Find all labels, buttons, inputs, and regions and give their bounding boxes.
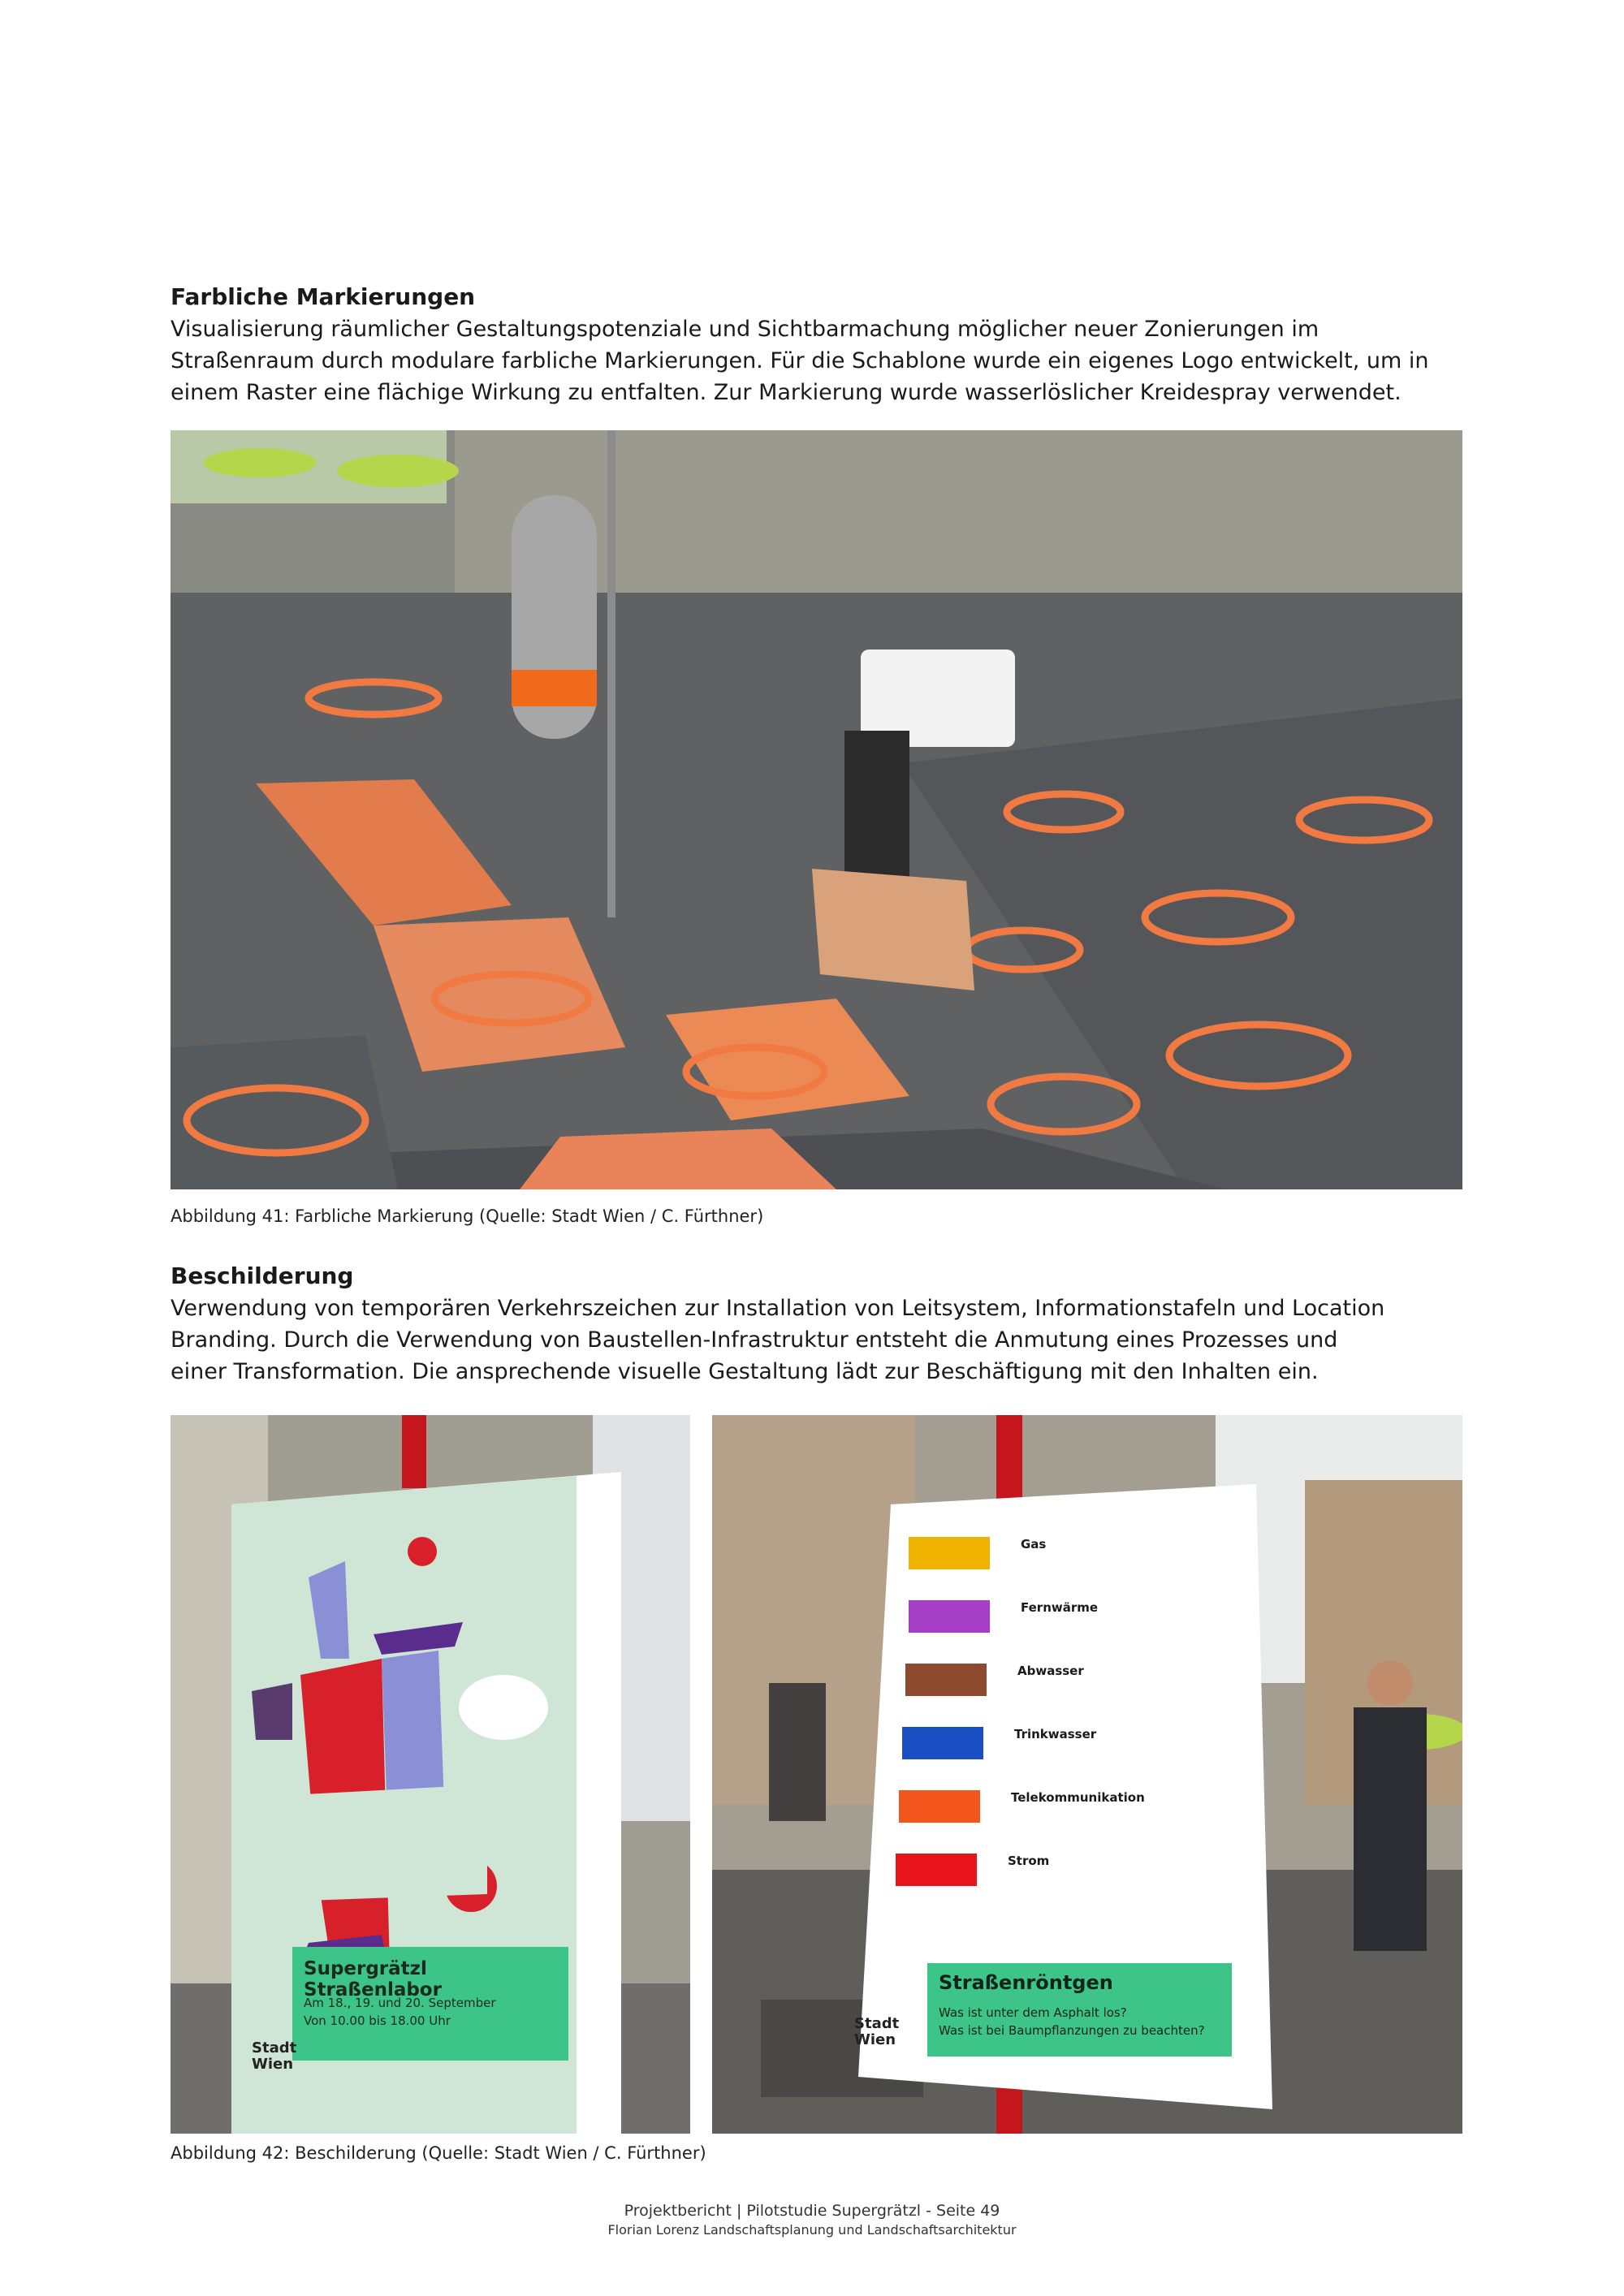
figure-caption: Abbildung 41: Farbliche Markierung (Quelle: Stadt Wien / C. Fürthner)	[171, 1206, 764, 1226]
utility-row	[899, 1854, 1232, 1917]
utility-label: Fernwärme	[1021, 1600, 1099, 1615]
utility-row	[899, 1790, 1232, 1854]
utility-label: Trinkwasser	[1014, 1727, 1097, 1741]
paragraph-line: einem Raster eine flächige Wirkung zu entfalten. Zur Markierung wurde wasserlöslicher Kreidespray verwendet.	[171, 380, 1402, 405]
logo-line: Wien	[252, 2056, 294, 2073]
utility-label: Strom	[1008, 1854, 1050, 1868]
board-title: Straßenröntgen	[939, 1971, 1113, 1994]
utility-label: Abwasser	[1017, 1664, 1084, 1678]
board-title-box	[927, 1963, 1232, 2056]
poster-time: Von 10.00 bis 18.00 Uhr	[304, 2013, 451, 2028]
photo-street-marking	[171, 430, 1462, 1189]
board-question: Was ist bei Baumpflanzungen zu beachten?	[939, 2023, 1205, 2038]
paragraph-line: einer Transformation. Die ansprechende visuelle Gestaltung lädt zur Beschäftigung mit den Inhalten ein.	[171, 1359, 1319, 1384]
paragraph-line: Visualisierung räumlicher Gestaltungspotenziale und Sichtbarmachung möglicher neuer Zonierungen im	[171, 317, 1320, 342]
utility-color-swatch	[899, 1790, 980, 1823]
utility-label: Gas	[1021, 1537, 1047, 1552]
section-beschilderung	[171, 1260, 1470, 1388]
footer-line: Florian Lorenz Landschaftsplanung und Landschaftsarchitektur	[607, 2222, 1017, 2238]
photo-event-poster	[171, 1415, 690, 2134]
utility-row	[899, 1537, 1232, 1600]
utility-label: Telekommunikation	[1011, 1790, 1145, 1805]
section-farbliche-markierungen	[171, 281, 1470, 408]
utility-row	[899, 1727, 1232, 1790]
poster-title: Supergrätzl Straßenlabor	[304, 1958, 442, 2000]
figure-caption: Abbildung 42: Beschilderung (Quelle: Stadt Wien / C. Fürthner)	[171, 2143, 706, 2163]
utility-color-swatch	[909, 1600, 990, 1633]
utility-list	[899, 1537, 1232, 1917]
photo-info-board	[712, 1415, 1462, 2134]
section-heading: Beschilderung	[171, 1262, 354, 1289]
paragraph-line: Branding. Durch die Verwendung von Baustellen-Infrastruktur entsteht die Anmutung eines Prozesses und	[171, 1327, 1338, 1353]
utility-row	[899, 1664, 1232, 1727]
utility-color-swatch	[902, 1727, 983, 1759]
footer-line: Projektbericht | Pilotstudie Supergrätzl - Seite 49	[624, 2202, 1000, 2220]
section-heading: Farbliche Markierungen	[171, 283, 476, 310]
logo-line: Wien	[854, 2031, 896, 2048]
logo-line: Stadt	[854, 2015, 900, 2032]
utility-color-swatch	[905, 1664, 987, 1696]
page-footer	[0, 2200, 1624, 2239]
stadt-wien-logo	[252, 2040, 296, 2073]
paragraph-line: Straßenraum durch modulare farbliche Markierungen. Für die Schablone wurde ein eigenes Logo entwickelt, um in	[171, 348, 1429, 373]
utility-color-swatch	[896, 1854, 977, 1886]
stadt-wien-logo	[854, 2016, 899, 2048]
poster-date: Am 18., 19. und 20. September	[304, 1996, 496, 2010]
board-question: Was ist unter dem Asphalt los?	[939, 2005, 1127, 2020]
utility-row	[899, 1600, 1232, 1664]
paragraph-line: Verwendung von temporären Verkehrszeichen zur Installation von Leitsystem, Informationstafeln und Location	[171, 1296, 1385, 1321]
logo-line: Stadt	[252, 2039, 297, 2056]
utility-color-swatch	[909, 1537, 990, 1569]
poster-title-box	[292, 1947, 568, 2061]
